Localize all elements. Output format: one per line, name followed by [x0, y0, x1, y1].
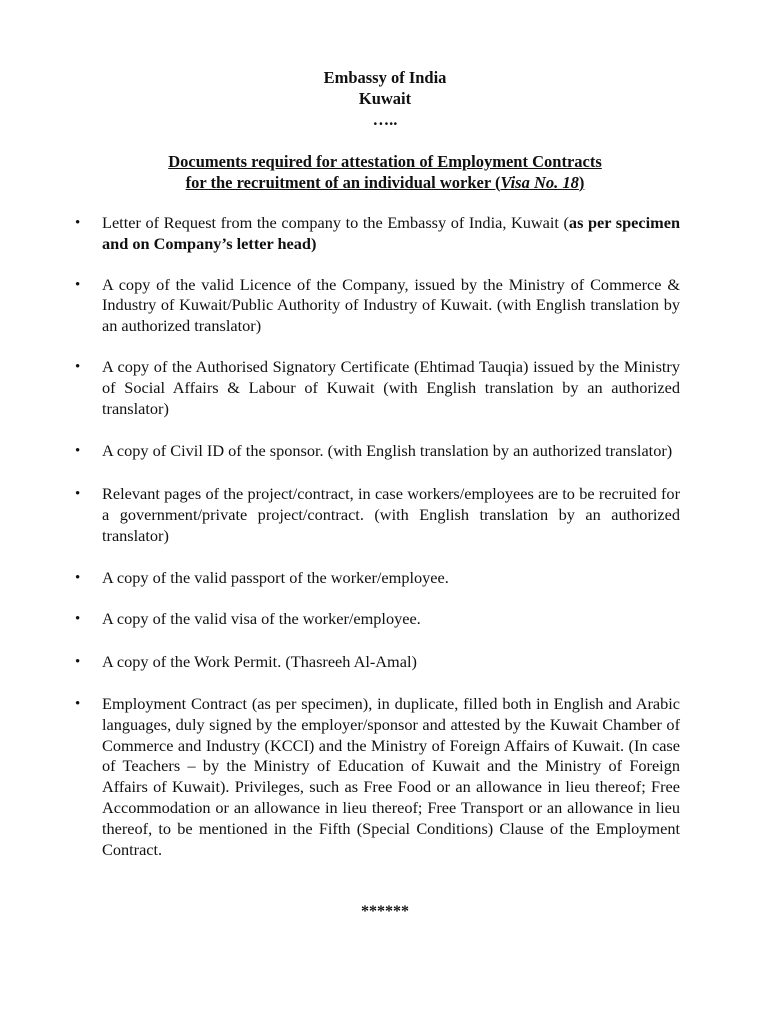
item-text: A copy of the valid Licence of the Company, issued by the Ministry of Commerce & Industry of Kuwait/Public Authority of Industry of Kuwait. (with English translation by an authorized translator) [102, 274, 680, 336]
title-line-2-prefix: for the recruitment of an individual worker ( [185, 173, 501, 192]
item-text: Employment Contract (as per specimen), in duplicate, filled both in English and Arabic languages, duly signed by the employer/sponsor and attested by the Kuwait Chamber of Commerce and Industry (KCCI) and the Ministry of Foreign Affairs of Kuwait. (In case of Teachers – by the Ministry of Education of Kuwait and the Ministry of Foreign Affairs of Kuwait). Privileges, such as Free Food or an allowance in lieu thereof; Free Accommodation or an allowance in lieu thereof; Free Transport or an allowance in lieu thereof, to be mentioned in the Fifth (Special Conditions) Clause of the Employment Contract. [102, 693, 680, 859]
visa-number: Visa No. 18 [500, 173, 579, 192]
item-text: A copy of the Work Permit. (Thasreeh Al-Amal) [102, 652, 417, 672]
bullet-icon: • [75, 486, 81, 503]
document-title [0, 151, 770, 193]
list-item [75, 274, 680, 337]
item-text: Letter of Request from the company to the Embassy of India, Kuwait ( [102, 213, 569, 232]
bullet-icon: • [75, 569, 81, 586]
bullet-icon: • [75, 443, 81, 460]
item-text: A copy of Civil ID of the sponsor. (with English translation by an authorized translator) [102, 441, 673, 461]
end-marker: ****** [361, 903, 409, 920]
required-documents-list [0, 213, 770, 860]
title-line-1: Documents required for attestation of Employment Contracts [168, 152, 602, 171]
bullet-icon: • [75, 215, 81, 231]
letterhead [0, 67, 770, 130]
embassy-city: Kuwait [358, 89, 412, 108]
title-line-2 [0, 172, 770, 193]
item-text-bold: as per specimen and on Company’s letter head) [102, 213, 680, 253]
list-item [75, 609, 680, 630]
bullet-icon: • [75, 276, 81, 293]
title-line-2-suffix: ) [578, 173, 585, 192]
item-text: A copy of the valid passport of the worker/employee. [102, 567, 449, 587]
list-item [75, 441, 680, 462]
bullet-icon: • [75, 695, 81, 712]
embassy-name: Embassy of India [323, 68, 447, 87]
list-item [75, 567, 680, 589]
list-item [75, 693, 680, 860]
list-item [75, 484, 680, 546]
list-item [75, 356, 680, 419]
item-text: Relevant pages of the project/contract, in case workers/employees are to be recruited for a government/private project/contract. (with English translation by an authorized translator) [102, 484, 680, 545]
bullet-icon: • [75, 611, 81, 628]
header-ellipsis: ….. [372, 110, 398, 129]
bullet-icon: • [75, 654, 81, 671]
list-item [75, 213, 680, 255]
item-text: A copy of the valid visa of the worker/employee. [102, 609, 421, 629]
bullet-icon: • [75, 358, 81, 375]
item-text: A copy of the Authorised Signatory Certificate (Ehtimad Tauqia) issued by the Ministry of Social Affairs & Labour of Kuwait (with English translation by an authorized translator) [102, 356, 680, 418]
list-item [75, 652, 680, 673]
